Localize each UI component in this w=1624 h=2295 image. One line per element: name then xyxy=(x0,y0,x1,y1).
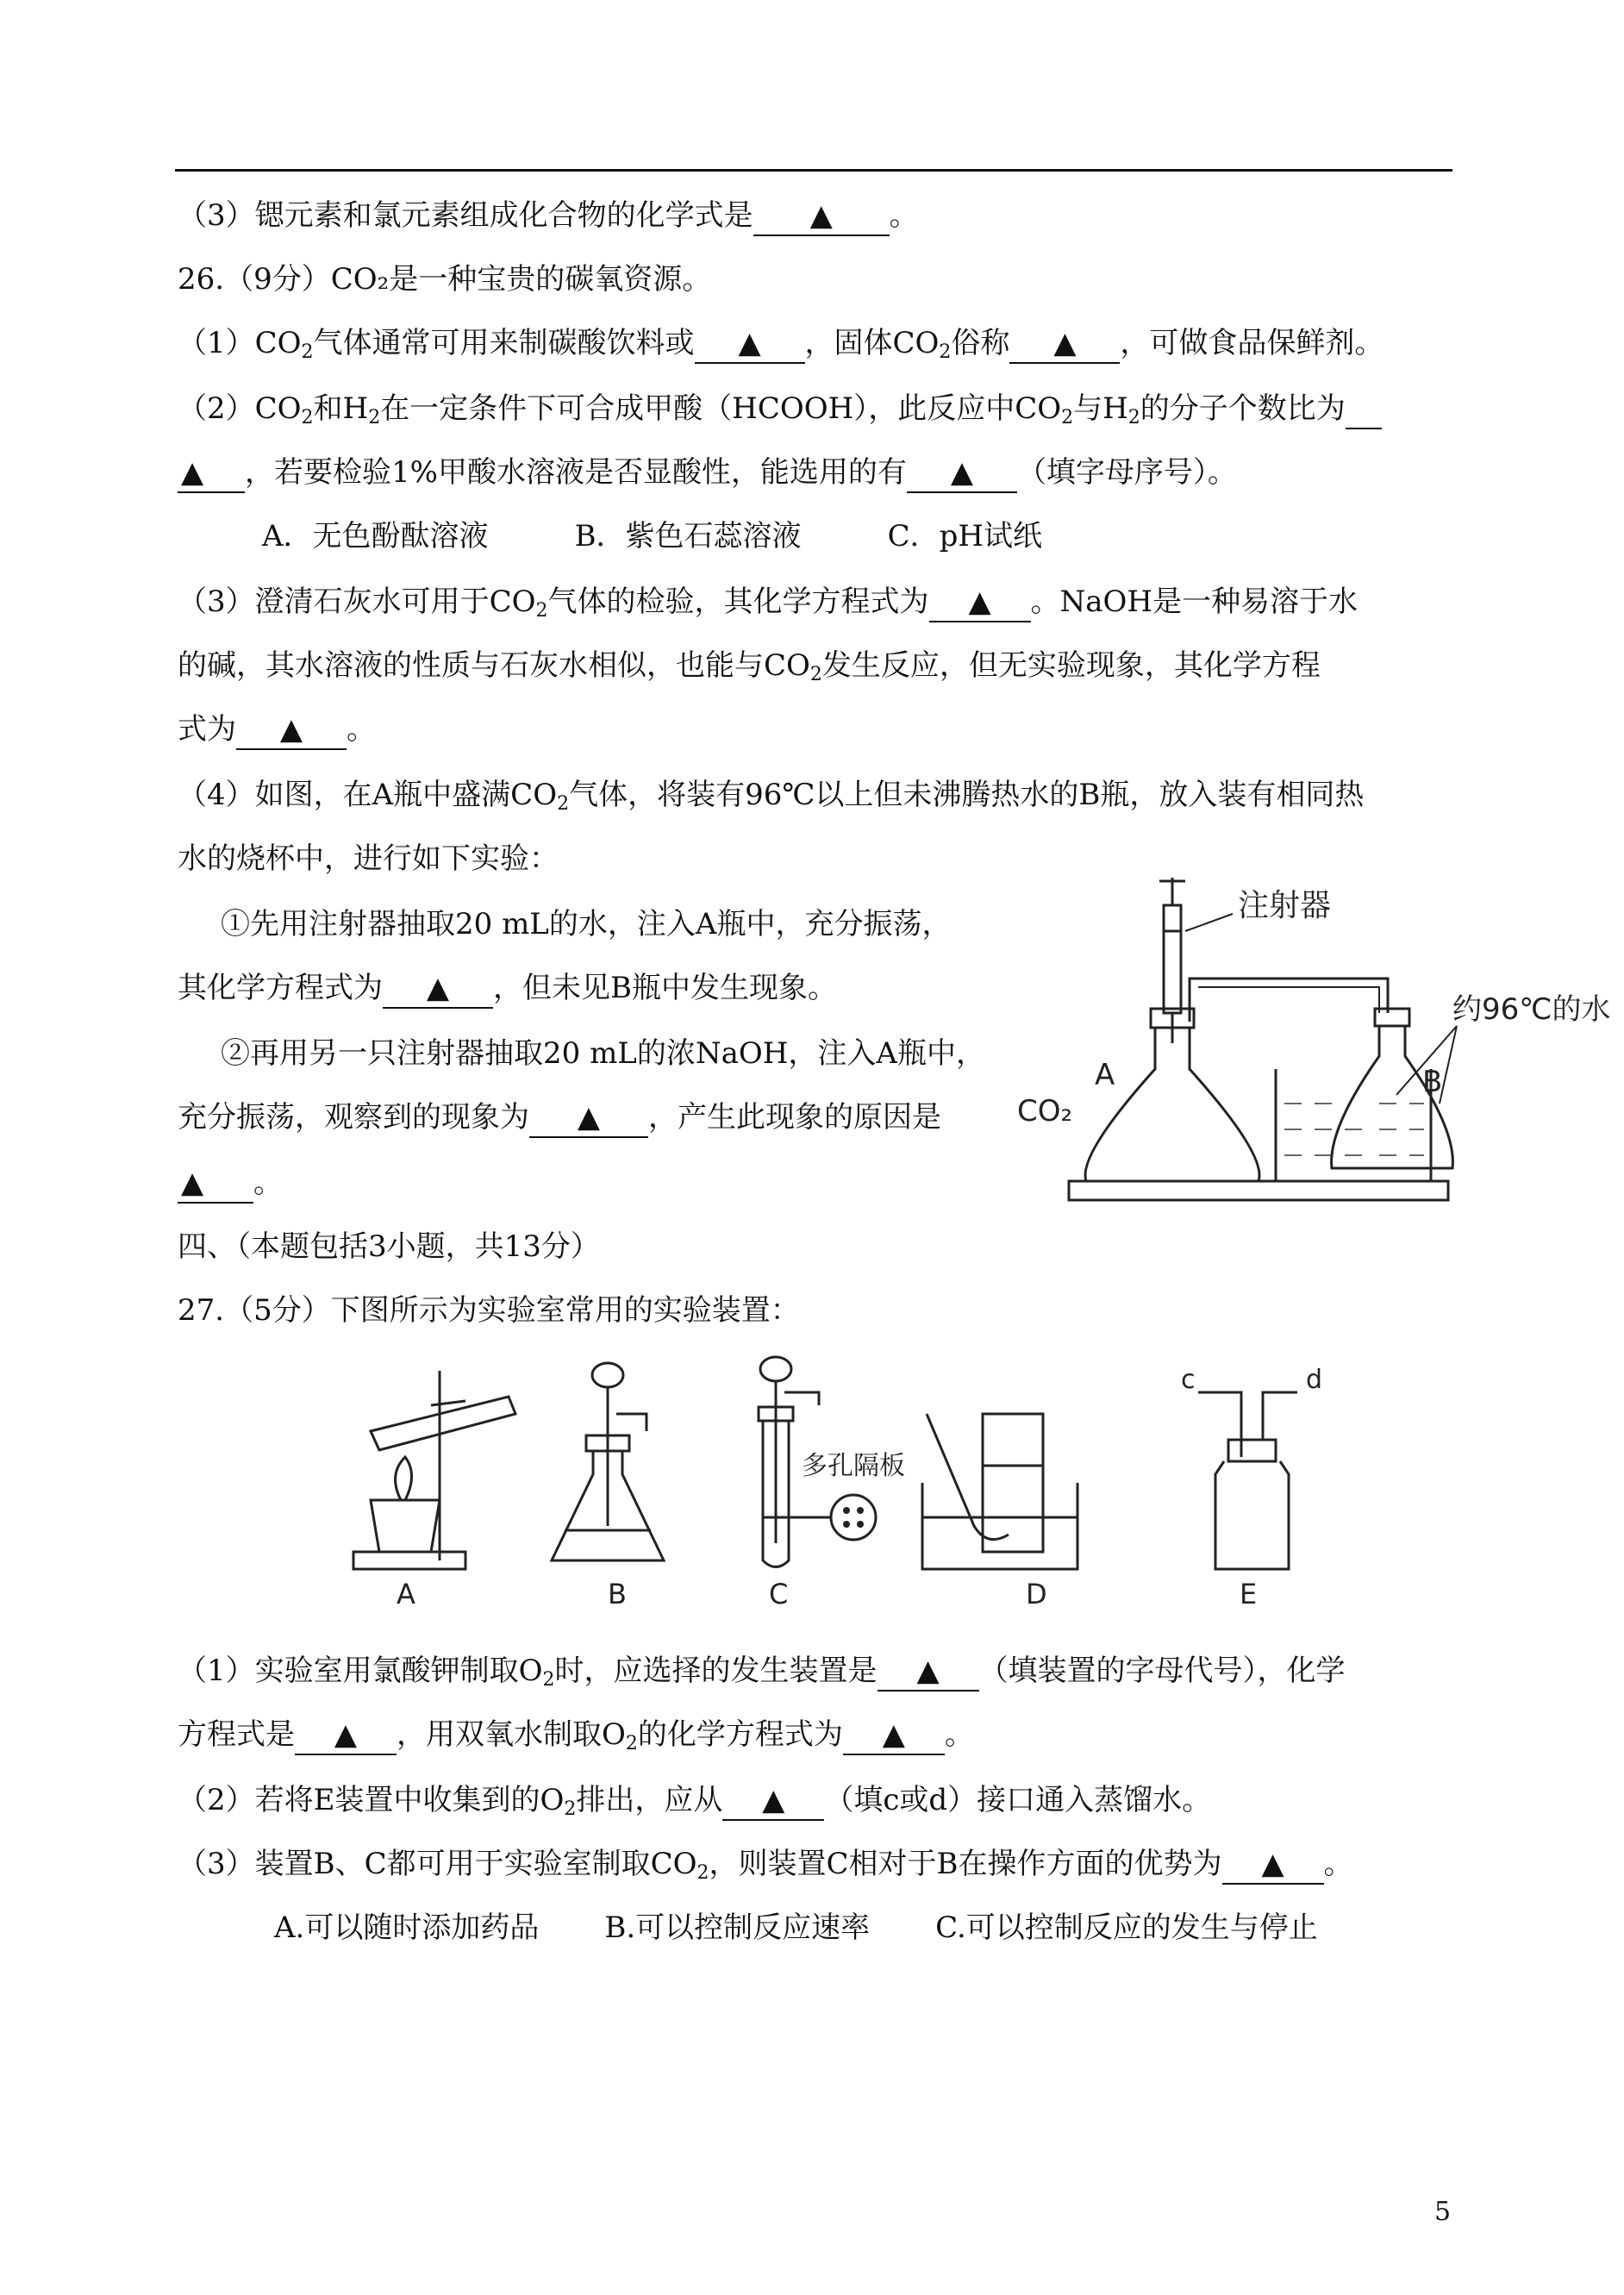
q26-part3-line2: 的碱，其水溶液的性质与石灰水相似，也能与$CO_2$发生反应，但无实验现象，其化学方程 xyxy=(178,648,1321,685)
apparatus-e-icon xyxy=(1198,1392,1297,1569)
answer-blank[interactable]: ▲ xyxy=(295,1716,397,1755)
svg-text:约96℃的水: 约96℃的水 xyxy=(1452,992,1611,1027)
svg-text:B: B xyxy=(608,1578,627,1610)
answer-blank[interactable]: ▲ xyxy=(878,1652,979,1692)
q27-options: A.可以随时添加药品 B.可以控制反应速率 C.可以控制反应的发生与停止 xyxy=(274,1910,1318,1945)
svg-text:d: d xyxy=(1306,1365,1323,1395)
answer-blank[interactable]: ▲ xyxy=(529,1098,648,1138)
svg-text:E: E xyxy=(1240,1578,1258,1610)
section-4-heading: 四、（本题包括3小题，共13分） xyxy=(178,1229,600,1264)
svg-text:A: A xyxy=(397,1578,415,1610)
apparatus-a-icon xyxy=(353,1371,515,1569)
q26-step1-line1: ①先用注射器抽取20 mL的水，注入A瓶中，充分振荡， xyxy=(221,907,952,941)
q27-title: 27.（5分）下图所示为实验室常用的实验装置： xyxy=(178,1293,800,1328)
answer-blank[interactable]: ▲ xyxy=(929,583,1031,622)
syringe-icon xyxy=(1159,878,1185,1043)
answer-blank[interactable]: ▲ xyxy=(383,969,493,1009)
q26-part3-line3: 式为 ▲ 。 xyxy=(178,710,376,750)
svg-text:A: A xyxy=(1095,1058,1115,1092)
answer-blank-cont[interactable]: ▲ xyxy=(178,453,245,493)
base-plate xyxy=(1069,1181,1448,1200)
q25-part3: （3）锶元素和氯元素组成化合物的化学式是 ▲ 。 xyxy=(178,197,919,236)
svg-text:注射器: 注射器 xyxy=(1238,888,1332,923)
apparatus-b-icon xyxy=(552,1363,664,1560)
answer-blank-cont[interactable]: ▲ xyxy=(178,1164,253,1204)
q27-part2: （2）若将E装置中收集到的$O_2$排出，应从 ▲ （填c或d）接口通入蒸馏水。 xyxy=(178,1783,1212,1820)
answer-blank[interactable] xyxy=(1346,390,1382,429)
q26-options: A．无色酚酞溶液 B．紫色石蕊溶液 C．pH试纸 xyxy=(262,519,1042,553)
q27-part1-line2: 方程式是 ▲ ，用双氧水制取$O_2$的化学方程式为 ▲ 。 xyxy=(178,1717,974,1754)
answer-blank[interactable]: ▲ xyxy=(843,1716,945,1755)
q27-part1-line1: （1）实验室用氯酸钾制取$O_2$时，应选择的发生装置是 ▲ （填装置的字母代号），化学 xyxy=(178,1654,1346,1691)
svg-text:CO₂: CO₂ xyxy=(1017,1094,1073,1129)
answer-blank[interactable]: ▲ xyxy=(907,453,1017,493)
svg-text:c: c xyxy=(1181,1365,1196,1395)
q26-step2-line2: 充分振荡，观察到的现象为 ▲ ，产生此现象的原因是 xyxy=(178,1098,941,1138)
answer-blank[interactable]: ▲ xyxy=(753,197,890,236)
q27-part3: （3）装置B、C都可用于实验室制取$CO_2$，则装置C相对于B在操作方面的优势为 ▲ 。 xyxy=(178,1847,1353,1884)
svg-text:多孔隔板: 多孔隔板 xyxy=(802,1451,905,1481)
svg-text:B: B xyxy=(1422,1065,1443,1099)
answer-blank[interactable]: ▲ xyxy=(1222,1845,1324,1885)
header-rule xyxy=(175,169,1452,172)
q26-part2-line1: $(2)CO_2$和$H_2$在一定条件下可合成甲酸（HCOOH），此反应中$CO_2$与$H_2$的分子个数比为 xyxy=(178,390,1382,429)
q26-step2-line1: ②再用另一只注射器抽取20 mL的浓NaOH，注入A瓶中， xyxy=(221,1036,985,1071)
apparatus-d-icon xyxy=(922,1414,1077,1569)
q26-step2-line3: ▲ 。 xyxy=(178,1164,283,1204)
page-number: 5 xyxy=(1434,2197,1452,2227)
co2-experiment-figure xyxy=(1017,871,1611,1216)
q26-step1-line2: 其化学方程式为 ▲ ，但未见B瓶中发生现象。 xyxy=(178,969,837,1009)
answer-blank[interactable]: ▲ xyxy=(1009,324,1120,364)
answer-blank[interactable]: ▲ xyxy=(695,324,805,364)
q26-part4-line2: 水的烧杯中，进行如下实验： xyxy=(178,841,559,876)
beaker-icon xyxy=(1276,1069,1431,1181)
answer-blank[interactable]: ▲ xyxy=(236,710,347,750)
lab-apparatus-figure xyxy=(319,1354,1388,1612)
answer-blank[interactable]: ▲ xyxy=(722,1781,824,1821)
q26-part3-line1: （3）澄清石灰水可用于$CO_2$气体的检验，其化学方程式为 ▲ 。NaOH是一种易溶于水 xyxy=(178,585,1359,622)
q26-title: 26.（9分）CO₂是一种宝贵的碳氧资源。 xyxy=(178,262,712,297)
q26-part1: $(1)CO_2$气体通常可用来制碳酸饮料或 ▲ ，固体$CO_2$俗称 ▲ ，可做食品保鲜剂。 xyxy=(178,326,1384,363)
q26-part4-line1: （4）如图，在A瓶中盛满$CO_2$气体，将装有96℃以上但未沸腾热水的B瓶，放入装有相同热 xyxy=(178,778,1365,815)
q26-part2-line2: ▲ ，若要检验1%甲酸水溶液是否显酸性，能选用的有 ▲ （填字母序号）。 xyxy=(178,453,1237,493)
svg-text:D: D xyxy=(1026,1578,1047,1610)
svg-text:C: C xyxy=(769,1578,789,1610)
